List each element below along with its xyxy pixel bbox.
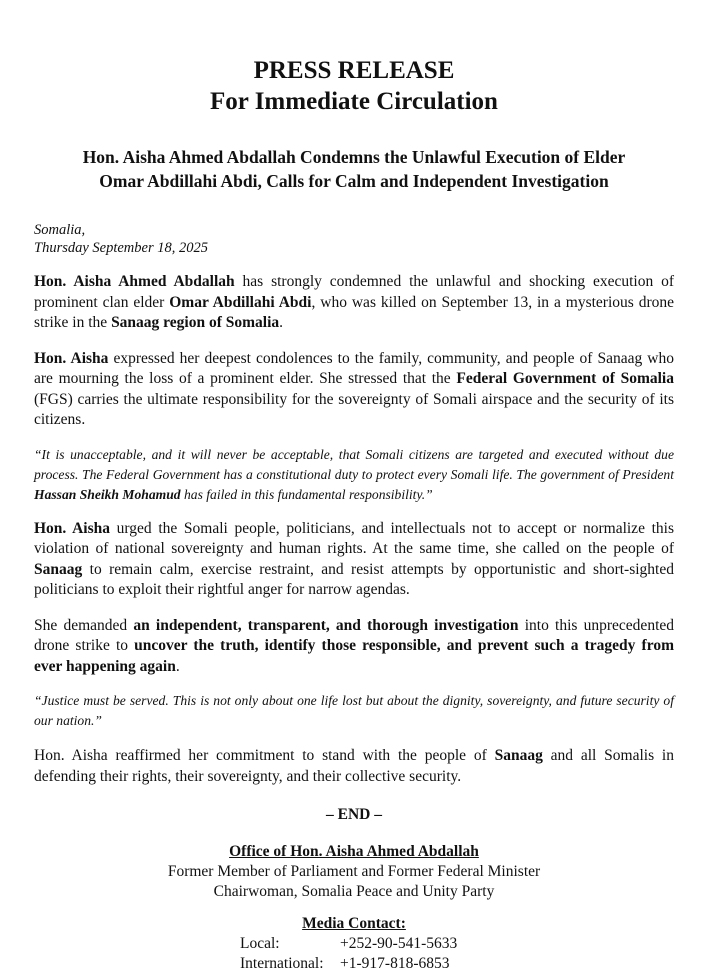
p5-text-1: Hon. Aisha reaffirmed her commitment to stand with the people of bbox=[34, 747, 495, 764]
headline-line-1: Hon. Aisha Ahmed Abdallah Condemns the Unlawful Execution of Elder bbox=[82, 147, 626, 167]
p4-bold-1: an independent, transparent, and thorough investigation bbox=[133, 616, 519, 634]
dateline-place: Somalia, bbox=[34, 222, 86, 238]
quote-2: “Justice must be served. This is not only about one life lost but about the dignity, sovereignty, and future security of our nation.” bbox=[34, 693, 674, 728]
p2-bold-1: Hon. Aisha bbox=[34, 349, 109, 367]
p3-bold-1: Hon. Aisha bbox=[34, 519, 111, 537]
paragraph-5 bbox=[34, 746, 674, 787]
p5-text-2: and all Somalis in defending their rights, their sovereignty, and their collective security. bbox=[34, 747, 674, 785]
contact-row-international bbox=[34, 954, 674, 974]
p2-text-2: (FGS) carries the ultimate responsibility for the sovereignty of Somali airspace and the security of its citizens. bbox=[34, 390, 674, 428]
dateline-date: Thursday September 18, 2025 bbox=[34, 240, 208, 256]
p5-bold-1: Sanaag bbox=[494, 747, 543, 764]
quote1-bold-1: Hassan Sheikh Mohamud bbox=[34, 486, 181, 502]
p4-bold-2: uncover the truth, identify those responsible, and prevent such a tragedy from ever happening again bbox=[34, 637, 674, 675]
international-number: +1-917-818-6853 bbox=[340, 955, 450, 972]
p1-text-1: has strongly condemned the unlawful and shocking execution of prominent clan elder bbox=[34, 273, 674, 311]
office-name: Office of Hon. Aisha Ahmed Abdallah bbox=[229, 843, 479, 860]
p4-text-3: . bbox=[175, 657, 180, 675]
p2-bold-2: Federal Government of Somalia bbox=[456, 370, 674, 387]
office-line-2: Chairwoman, Somalia Peace and Unity Party bbox=[213, 883, 495, 900]
p3-text-2: to remain calm, exercise restraint, and resist attempts by opportunistic and short-sighted politicians to exploit their rightful anger for narrow agendas. bbox=[34, 560, 674, 598]
quote-1 bbox=[34, 445, 674, 505]
international-label: International: bbox=[240, 955, 324, 972]
document-subtitle: For Immediate Circulation bbox=[210, 88, 498, 115]
media-contact-title: Media Contact: bbox=[302, 915, 406, 932]
end-marker: – END – bbox=[326, 806, 382, 823]
p4-text-1: She demanded bbox=[34, 616, 134, 634]
media-contact-block bbox=[34, 914, 674, 974]
p1-bold-1: Hon. Aisha Ahmed Abdallah bbox=[34, 273, 235, 290]
headline-line-2: Omar Abdillahi Abdi, Calls for Calm and Independent Investigation bbox=[99, 171, 609, 191]
p3-text-1: urged the Somali people, politicians, and intellectuals not to accept or normalize this violation of national sovereignty and human rights. At the same time, she called on the people of bbox=[34, 519, 674, 557]
p3-bold-2: Sanaag bbox=[34, 560, 83, 578]
paragraph-2 bbox=[34, 349, 674, 431]
p4-text-2: into this unprecedented drone strike to bbox=[34, 616, 674, 654]
headline bbox=[34, 145, 674, 193]
quote1-text-1: “It is unacceptable, and it will never be acceptable, that Somali citizens are targeted and executed without due process. The Federal Government has a constitutional duty to protect every Somali life. The government of President bbox=[34, 446, 674, 482]
office-line-1: Former Member of Parliament and Former Federal Minister bbox=[167, 863, 541, 880]
local-number: +252-90-541-5633 bbox=[340, 935, 458, 952]
office-block bbox=[34, 842, 674, 902]
dateline bbox=[34, 221, 674, 257]
p1-bold-2: Omar Abdillahi Abdi bbox=[169, 293, 312, 311]
p2-text-1: expressed her deepest condolences to the family, community, and people of Sanaag who are mourning the loss of a prominent elder. She stressed that the bbox=[34, 349, 674, 387]
p1-bold-3: Sanaag region of Somalia bbox=[111, 314, 280, 331]
contact-row-local bbox=[34, 934, 674, 954]
quote1-text-2: has failed in this fundamental responsibility.” bbox=[180, 486, 433, 502]
local-label: Local: bbox=[240, 935, 280, 952]
p1-text-2: , who was killed on September 13, in a mysterious drone strike in the bbox=[34, 293, 674, 331]
paragraph-4 bbox=[34, 616, 674, 678]
document-title: PRESS RELEASE bbox=[253, 57, 455, 84]
paragraph-1 bbox=[34, 272, 674, 334]
p1-text-3: . bbox=[279, 314, 284, 331]
paragraph-3 bbox=[34, 519, 674, 601]
